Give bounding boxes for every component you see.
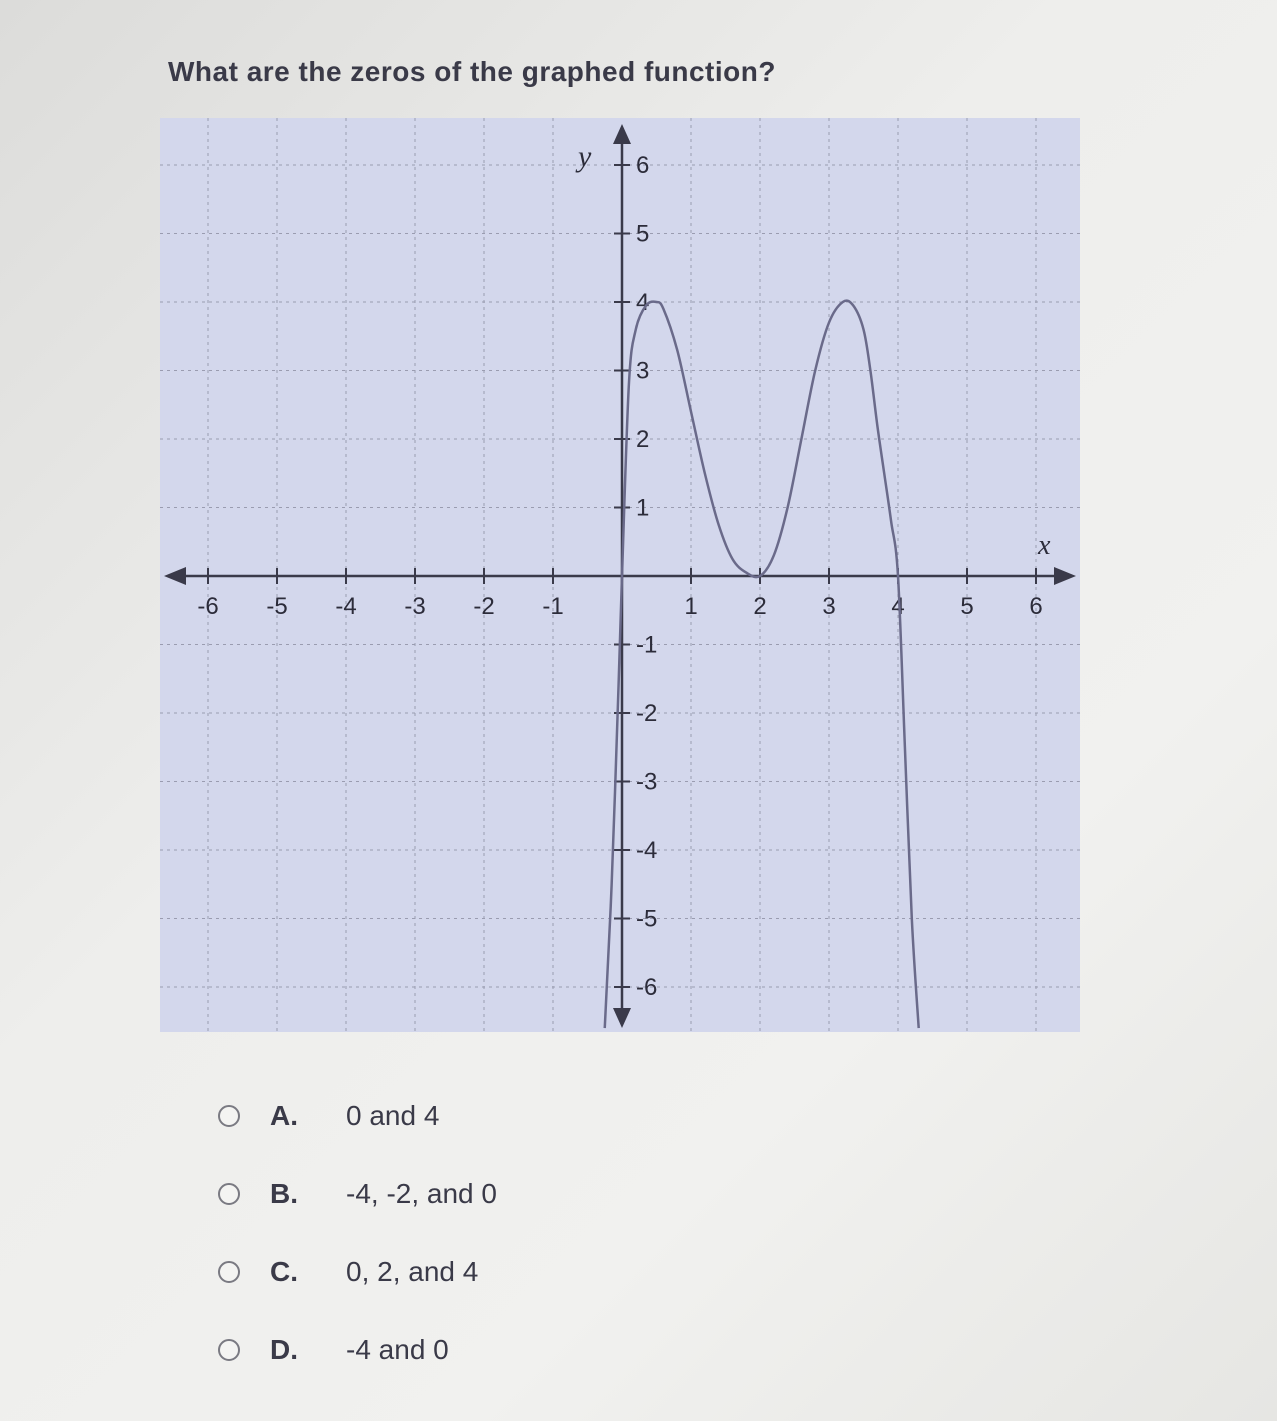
x-tick-label: 6	[1029, 593, 1043, 620]
y-tick-label: -1	[636, 631, 658, 659]
x-tick-label: 4	[891, 593, 905, 620]
x-tick-label: -2	[473, 593, 495, 620]
option-letter-b: B.	[270, 1178, 298, 1209]
option-letter-a: A.	[270, 1100, 298, 1131]
y-tick-label: -2	[636, 700, 658, 727]
y-tick-label: 4	[636, 289, 650, 316]
question-text: What are the zeros of the graphed function?	[168, 56, 776, 87]
option-text-c: 0, 2, and 4	[346, 1256, 479, 1287]
radio-button-c[interactable]	[218, 1261, 240, 1283]
y-tick-label: 1	[636, 494, 650, 522]
option-d[interactable]	[218, 1326, 497, 1374]
option-a[interactable]	[218, 1092, 497, 1140]
x-tick-label: 1	[684, 593, 698, 620]
radio-button-b[interactable]	[218, 1183, 240, 1205]
radio-button-a[interactable]	[218, 1105, 240, 1127]
option-b[interactable]	[218, 1170, 497, 1218]
y-tick-label: 3	[636, 357, 650, 385]
y-tick-label: -6	[636, 974, 658, 1001]
x-tick-label: -3	[404, 593, 426, 620]
y-tick-label: 2	[636, 426, 650, 453]
option-c[interactable]	[218, 1248, 497, 1296]
y-tick-label: -3	[636, 768, 658, 796]
x-tick-label: 3	[822, 593, 836, 620]
x-tick-label: -5	[266, 593, 288, 620]
graph-svg	[160, 118, 1080, 1032]
x-tick-label: -6	[197, 593, 219, 620]
option-letter-c: C.	[270, 1256, 298, 1287]
y-axis-label: y	[578, 140, 592, 173]
option-text-a: 0 and 4	[346, 1100, 440, 1131]
x-tick-label: 5	[960, 593, 974, 620]
x-axis-label: x	[1038, 530, 1051, 561]
answer-options	[218, 1092, 497, 1404]
radio-button-d[interactable]	[218, 1339, 240, 1361]
y-tick-label: 6	[636, 152, 650, 179]
x-tick-label: -1	[542, 593, 564, 620]
x-tick-label: 2	[753, 593, 767, 620]
y-tick-label: -4	[636, 837, 658, 864]
option-text-d: -4 and 0	[346, 1334, 449, 1365]
function-graph	[160, 118, 1080, 1032]
y-tick-label: -5	[636, 905, 658, 933]
x-tick-label: -4	[335, 593, 357, 620]
y-tick-label: 5	[636, 220, 650, 248]
option-letter-d: D.	[270, 1334, 298, 1365]
option-text-b: -4, -2, and 0	[346, 1178, 497, 1209]
